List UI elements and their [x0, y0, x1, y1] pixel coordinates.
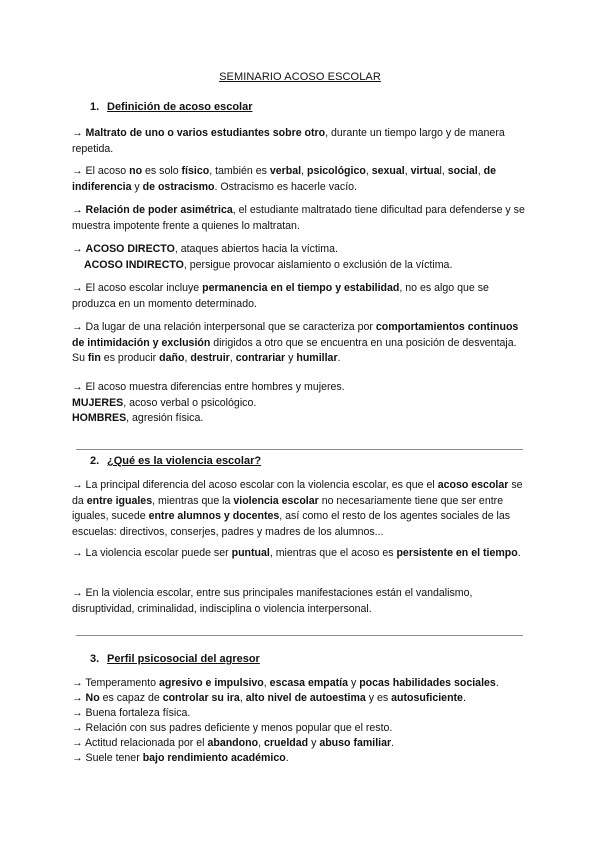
arrow-icon: → — [72, 707, 83, 719]
arrow-icon: → — [72, 127, 83, 139]
section-title: ¿Qué es la violencia escolar? — [107, 455, 262, 467]
list-item: → Relación con sus padres deficiente y menos popular que el resto. — [72, 722, 393, 734]
paragraph: → El acoso no es solo físico, también es verbal, psicológico, sexual, virtual, social, de indiferencia y de ostracismo. Ostracismo es hacerle vacío. — [72, 165, 497, 193]
paragraph: → En la violencia escolar, entre sus principales manifestaciones están el vandalismo, disruptividad, criminalidad, indisciplina o violencia interpersonal. — [72, 587, 473, 615]
document-title: SEMINARIO ACOSO ESCOLAR — [219, 71, 381, 83]
paragraph: → El acoso escolar incluye permanencia en el tiempo y estabilidad, no es algo que se produzca en un momento determinado. — [72, 282, 489, 310]
paragraph: → Relación de poder asimétrica, el estudiante maltratado tiene dificultad para defenderse y se muestra impotente frente a quienes lo maltratan. — [72, 204, 525, 232]
arrow-icon: → — [72, 479, 83, 491]
arrow-icon: → — [72, 547, 83, 559]
list-item: → Buena fortaleza física. — [72, 707, 191, 719]
arrow-icon: → — [72, 677, 83, 689]
section-number: 3. — [90, 653, 100, 665]
list-item: → No es capaz de controlar su ira, alto nivel de autoestima y es autosuficiente. — [72, 692, 466, 704]
paragraph: → El acoso muestra diferencias entre hombres y mujeres. MUJERES, acoso verbal o psicológico. HOMBRES, agresión física. — [72, 381, 345, 424]
arrow-icon: → — [72, 204, 83, 216]
section-number: 2. — [90, 455, 100, 467]
paragraph: → Da lugar de una relación interpersonal que se caracteriza por comportamientos continuos de intimidación y exclusión dirigidos a otro que se encuentra en una posición de desventaja. Su fin es producir daño, destruir, contrariar y humillar. — [72, 321, 519, 364]
paragraph: → La principal diferencia del acoso escolar con la violencia escolar, es que el acoso escolar se da entre iguales, mientras que la violencia escolar no necesariamente tiene que ser entre iguales, sucede entre alumnos y docentes, así como el resto de los agentes sociales de las escuelas: directivos, conserjes, padres y madres de los alumnos... — [72, 479, 523, 538]
arrow-icon: → — [72, 722, 83, 734]
arrow-icon: → — [72, 282, 83, 294]
arrow-icon: → — [72, 587, 83, 599]
paragraph: → Maltrato de uno o varios estudiantes sobre otro, durante un tiempo largo y de manera repetida. — [72, 127, 505, 155]
section-title: Definición de acoso escolar — [107, 101, 253, 113]
paragraph: → ACOSO DIRECTO, ataques abiertos hacia la víctima. ACOSO INDIRECTO, persigue provocar aislamiento o exclusión de la víctima. — [72, 243, 453, 271]
section-1-heading — [90, 101, 253, 113]
arrow-icon: → — [72, 321, 83, 333]
list-item: → Suele tener bajo rendimiento académico. — [72, 752, 289, 764]
arrow-icon: → — [72, 737, 83, 749]
arrow-icon: → — [72, 243, 83, 255]
list-item: → Temperamento agresivo e impulsivo, escasa empatía y pocas habilidades sociales. — [72, 677, 499, 689]
paragraph: → La violencia escolar puede ser puntual, mientras que el acoso es persistente en el tiempo. — [72, 547, 521, 559]
section-number: 1. — [90, 101, 100, 113]
arrow-icon: → — [72, 752, 83, 764]
section-2-heading — [90, 455, 261, 467]
section-divider — [76, 449, 523, 450]
list-item: → Actitud relacionada por el abandono, crueldad y abuso familiar. — [72, 737, 395, 749]
section-title: Perfil psicosocial del agresor — [107, 653, 260, 665]
arrow-icon: → — [72, 165, 83, 177]
arrow-icon: → — [72, 692, 83, 704]
arrow-icon: → — [72, 381, 83, 393]
section-3-heading — [90, 653, 260, 665]
section-divider — [76, 635, 523, 636]
